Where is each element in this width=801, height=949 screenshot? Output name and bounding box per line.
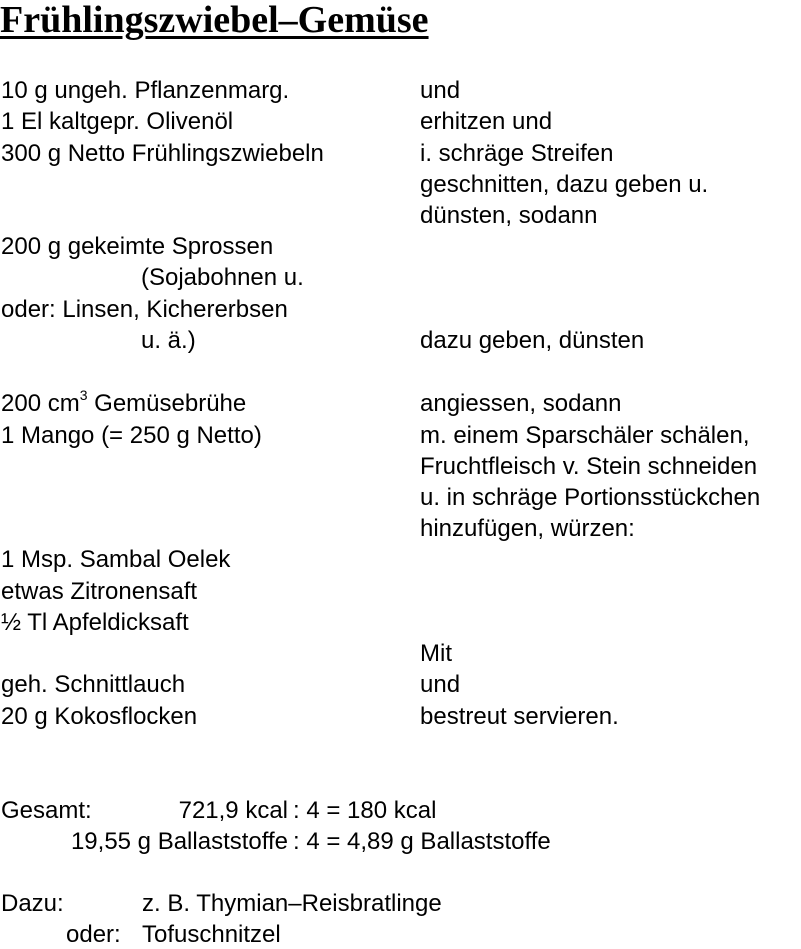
serving-label: Dazu:: [1, 890, 64, 917]
instruction-line: hinzufügen, würzen:: [420, 515, 635, 542]
page-title: Frühlingszwiebel–Gemüse: [0, 0, 429, 41]
ingredient-note: (Sojabohnen u.: [141, 264, 304, 291]
ingredient-line: 300 g Netto Frühlingszwiebeln: [1, 140, 324, 167]
instruction-line: und: [420, 671, 461, 698]
ingredient-line: geh. Schnittlauch: [1, 671, 186, 698]
instruction-line: angiessen, sodann: [420, 390, 622, 417]
ingredient-amount: 200 cm: [1, 390, 80, 417]
instruction-line: und: [420, 77, 461, 104]
ingredient-line: etwas Zitronensaft: [1, 578, 198, 605]
ingredient-line: ½ Tl Apfeldicksaft: [1, 609, 189, 636]
instruction-line: dünsten, sodann: [420, 202, 598, 229]
instruction-line: m. einem Sparschäler schälen,: [420, 422, 750, 449]
ingredient-line: 1 El kaltgepr. Olivenöl: [1, 108, 234, 135]
instruction-line: Mit: [420, 640, 452, 667]
instruction-line: erhitzen und: [420, 108, 553, 135]
ingredient-note: u. ä.): [141, 327, 196, 354]
instruction-line: geschnitten, dazu geben u.: [420, 171, 709, 198]
serving-option: Tofuschnitzel: [142, 921, 281, 948]
serving-option: z. B. Thymian–Reisbratlinge: [142, 890, 442, 917]
ingredient-line: oder: Linsen, Kichererbsen: [1, 296, 288, 323]
superscript-unit: 3: [79, 387, 88, 403]
ingredient-line: 1 Msp. Sambal Oelek: [1, 546, 231, 573]
fiber-per-serving: : 4 = 4,89 g Ballaststoffe: [293, 828, 551, 855]
ingredient-name: Gemüsebrühe: [87, 390, 247, 417]
instruction-line: u. in schräge Portionsstückchen: [420, 484, 761, 511]
kcal-total: 721,9 kcal: [178, 797, 288, 824]
instruction-line: bestreut servieren.: [420, 703, 619, 730]
totals-label: Gesamt:: [1, 797, 92, 824]
instruction-line: i. schräge Streifen: [420, 140, 614, 167]
ingredient-line: 200 g gekeimte Sprossen: [1, 233, 274, 260]
ingredient-line: 10 g ungeh. Pflanzenmarg.: [1, 77, 290, 104]
instruction-line: Fruchtfleisch v. Stein schneiden: [420, 453, 758, 480]
instruction-line: dazu geben, dünsten: [420, 327, 645, 354]
ingredient-line: 1 Mango (= 250 g Netto): [1, 422, 262, 449]
fiber-total: 19,55 g Ballaststoffe: [70, 828, 288, 855]
ingredient-line: 20 g Kokosflocken: [1, 703, 198, 730]
serving-or-label: oder:: [66, 921, 121, 948]
ingredient-line: [1, 387, 247, 418]
kcal-per-serving: : 4 = 180 kcal: [293, 797, 437, 824]
